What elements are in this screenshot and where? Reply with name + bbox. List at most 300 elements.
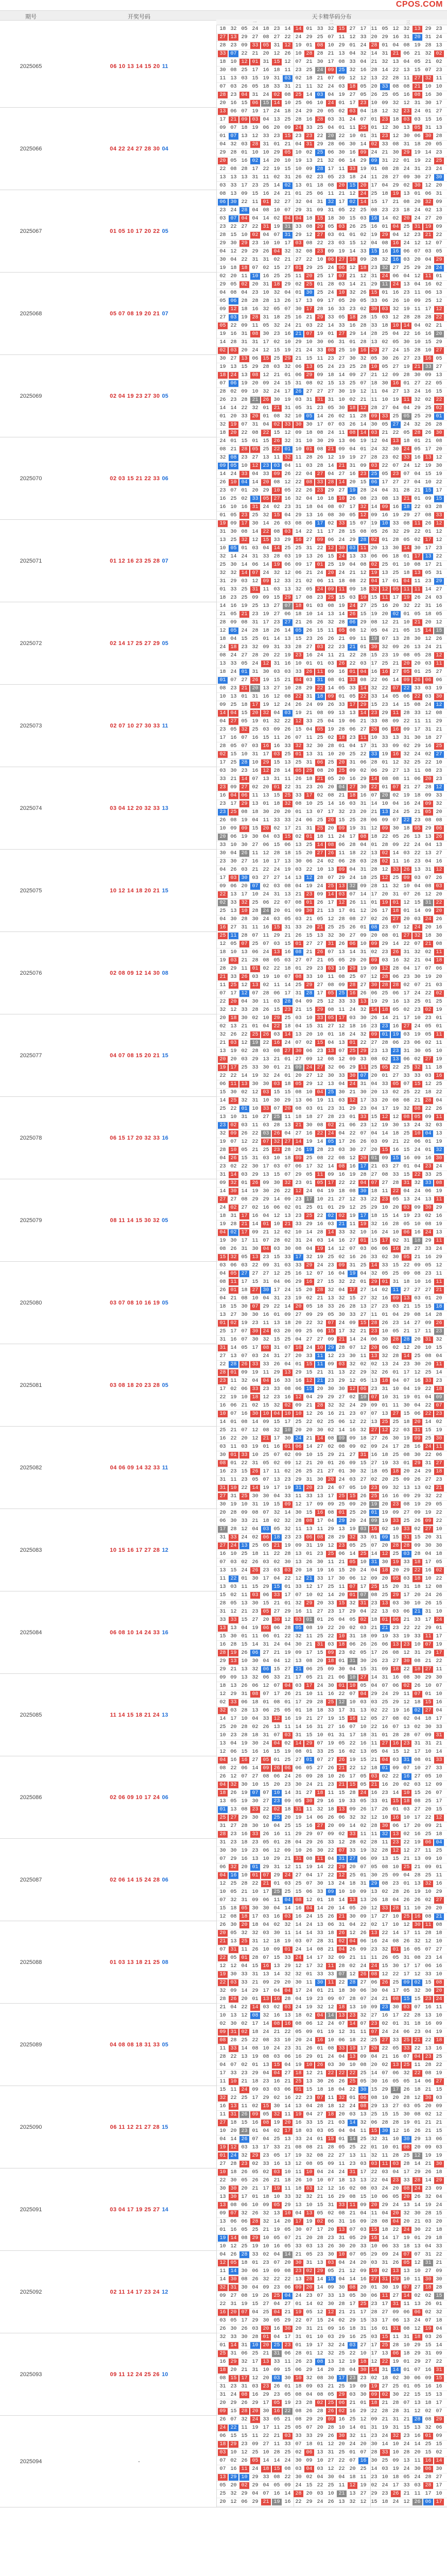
grid-number: 02 xyxy=(412,1707,422,1714)
grid-number: 20 xyxy=(294,1073,303,1079)
grid-number: 01 xyxy=(272,1312,282,1318)
grid-number: 13 xyxy=(261,776,271,783)
grid-number: 11 xyxy=(402,776,411,783)
grid-number: 14 xyxy=(348,1823,357,1829)
grid-number: 01 xyxy=(261,636,271,642)
grid-number: 23 xyxy=(380,1023,390,1030)
grid-number: 24 xyxy=(337,1477,347,1483)
grid-number: 25 xyxy=(434,1172,444,1178)
grid-number: 31 xyxy=(326,397,336,403)
grid-number: 16 xyxy=(380,669,390,675)
grid-number: 07 xyxy=(261,1238,271,1244)
grid-number: 01 xyxy=(380,1073,390,1079)
grid-number: 27 xyxy=(337,1394,347,1401)
grid-number: 06 xyxy=(315,578,325,585)
issue-number: 2025071 xyxy=(0,520,62,602)
grid-number: 19 xyxy=(304,883,314,890)
grid-number: 17 xyxy=(423,1617,433,1623)
grid-number: 22 xyxy=(358,751,368,758)
brand-logo[interactable]: CPOS.COM xyxy=(396,0,443,9)
grid-number: 30 xyxy=(272,1097,282,1104)
grid-number: 30 xyxy=(412,182,422,189)
grid-number: 12 xyxy=(358,273,368,280)
grid-number: 30 xyxy=(337,512,347,519)
grid-number: 22 xyxy=(423,158,433,164)
grid-number: 09 xyxy=(402,1270,411,1277)
grid-number: 18 xyxy=(304,430,314,436)
grid-number: 01 xyxy=(315,1205,325,1211)
grid-number: 15 xyxy=(239,364,249,370)
grid-number: 28 xyxy=(337,916,347,923)
grid-number: 07 xyxy=(391,1724,401,1731)
grid-number: 18 xyxy=(294,603,303,609)
grid-number: 02 xyxy=(326,735,336,741)
grid-number: 12 xyxy=(250,1089,260,1096)
grid-number: 27 xyxy=(218,1196,228,1203)
grid-number: 02 xyxy=(380,1773,390,1780)
grid-number: 14 xyxy=(402,1320,411,1327)
grid-number: 32 xyxy=(326,199,336,206)
grid-number: 18 xyxy=(402,504,411,511)
grid-number: 14 xyxy=(348,1336,357,1343)
grid-number: 01 xyxy=(369,166,379,173)
grid-number: 28 xyxy=(315,306,325,313)
grid-number: 20 xyxy=(380,611,390,618)
grid-number: 16 xyxy=(272,1378,282,1384)
grid-number: 02 xyxy=(434,405,444,412)
grid-number: 17 xyxy=(337,1015,347,1022)
grid-number: 10 xyxy=(283,339,293,346)
grid-number: 21 xyxy=(358,718,368,725)
grid-number: 24 xyxy=(434,1617,444,1623)
grid-number: 33 xyxy=(261,1361,271,1368)
grid-number: 17 xyxy=(380,908,390,914)
grid-number: 19 xyxy=(402,1394,411,1401)
grid-number: 06 xyxy=(391,974,401,980)
grid-number: 13 xyxy=(283,891,293,898)
grid-number: 24 xyxy=(391,809,401,816)
grid-number: 06 xyxy=(358,759,368,766)
grid-number: 25 xyxy=(250,636,260,642)
grid-number: 31 xyxy=(402,1757,411,1764)
grid-line xyxy=(217,1229,447,1237)
grid-number: 15 xyxy=(369,248,379,255)
grid-number: 24 xyxy=(423,702,433,708)
grid-number: 04 xyxy=(218,867,228,873)
grid-number: 03 xyxy=(402,1551,411,1557)
grid-number: 10 xyxy=(434,1048,444,1055)
grid-number: 31 xyxy=(218,1534,228,1541)
grid-number: 04 xyxy=(337,1081,347,1088)
grid-number: 10 xyxy=(315,257,325,263)
grid-number: 03 xyxy=(380,1163,390,1170)
grid-number: 20 xyxy=(348,1518,357,1524)
grid-number: 11 xyxy=(369,388,379,395)
grid-number: 10 xyxy=(369,364,379,370)
grid-number: 18 xyxy=(423,933,433,939)
grid-number: 26 xyxy=(326,413,336,420)
grid-number: 10 xyxy=(304,1691,314,1698)
grid-number: 09 xyxy=(218,125,228,131)
grid-number: 32 xyxy=(239,726,249,733)
grid-number: 04 xyxy=(380,182,390,189)
grid-number: 18 xyxy=(250,1551,260,1557)
grid-number: 31 xyxy=(391,1279,401,1285)
grid-number: 11 xyxy=(294,273,303,280)
grid-number: 19 xyxy=(326,1188,336,1195)
grid-number: 06 xyxy=(239,1699,249,1706)
grid-line xyxy=(217,306,447,314)
grid-number: 08 xyxy=(412,1106,422,1112)
grid-number: 33 xyxy=(283,1254,293,1261)
grid-number: 15 xyxy=(283,166,293,173)
grid-number: 08 xyxy=(412,1798,422,1805)
grid-number: 12 xyxy=(434,652,444,659)
grid-number: 05 xyxy=(337,207,347,214)
grid-number: 23 xyxy=(326,1608,336,1615)
grid-number: 23 xyxy=(434,149,444,156)
grid-number: 06 xyxy=(337,1815,347,1821)
grid-number: 01 xyxy=(369,125,379,131)
grid-number: 02 xyxy=(304,578,314,585)
grid-number: 28 xyxy=(315,166,325,173)
grid-number: 04 xyxy=(391,1378,401,1384)
grid-number: 19 xyxy=(315,1097,325,1104)
grid-number: 13 xyxy=(358,1303,368,1310)
grid-number: 03 xyxy=(272,751,282,758)
grid-number: 12 xyxy=(239,982,249,989)
grid-number: 12 xyxy=(358,628,368,634)
grid-number: 08 xyxy=(402,42,411,49)
grid-number: 24 xyxy=(261,1740,271,1747)
grid-number: 31 xyxy=(369,1732,379,1739)
grid-number: 26 xyxy=(358,1254,368,1261)
grid-number: 25 xyxy=(369,1064,379,1071)
grid-number: 15 xyxy=(304,1386,314,1393)
grid-number: 19 xyxy=(391,191,401,197)
grid-line xyxy=(217,1765,447,1773)
grid-number: 11 xyxy=(412,578,422,585)
grid-number: 10 xyxy=(358,595,368,601)
grid-number: 30 xyxy=(315,743,325,750)
grid-number: 02 xyxy=(326,1213,336,1219)
grid-number: 31 xyxy=(315,199,325,206)
grid-number: 25 xyxy=(315,998,325,1005)
grid-number: 06 xyxy=(261,842,271,849)
grid-number: 20 xyxy=(294,1427,303,1434)
grid-number: 20 xyxy=(294,1303,303,1310)
grid-number: 27 xyxy=(369,1303,379,1310)
blue-ball: 05 xyxy=(162,1300,168,1306)
grid-number: 16 xyxy=(423,331,433,337)
grid-number: 10 xyxy=(434,1691,444,1698)
grid-number: 09 xyxy=(358,149,368,156)
grid-number: 06 xyxy=(229,1262,238,1269)
grid-number: 01 xyxy=(229,1419,238,1426)
grid-number: 26 xyxy=(283,298,293,304)
grid-number: 02 xyxy=(380,850,390,857)
grid-number: 30 xyxy=(423,1205,433,1211)
grid-line xyxy=(217,701,447,709)
grid-number: 23 xyxy=(358,1122,368,1129)
grid-number: 22 xyxy=(412,1172,422,1178)
grid-number: 07 xyxy=(272,1683,282,1689)
grid-number: 28 xyxy=(326,743,336,750)
grid-number: 07 xyxy=(239,1773,249,1780)
grid-line xyxy=(217,1319,447,1328)
grid-number: 31 xyxy=(250,504,260,511)
grid-number: 15 xyxy=(423,487,433,494)
grid-number: 30 xyxy=(348,1147,357,1154)
grid-number: 14 xyxy=(218,603,228,609)
grid-number: 16 xyxy=(391,248,401,255)
grid-number: 25 xyxy=(423,405,433,412)
grid-number: 19 xyxy=(402,1435,411,1442)
grid-number: 08 xyxy=(412,92,422,98)
grid-number: 03 xyxy=(294,1015,303,1022)
grid-number: 04 xyxy=(337,1130,347,1137)
grid-number: 18 xyxy=(380,1567,390,1574)
grid-number: 10 xyxy=(272,1155,282,1162)
grid-number: 33 xyxy=(294,792,303,799)
grid-line xyxy=(217,421,447,429)
grid-number: 31 xyxy=(272,660,282,667)
grid-number: 24 xyxy=(326,265,336,272)
grid-number: 16 xyxy=(229,735,238,741)
grid-number: 25 xyxy=(304,281,314,288)
grid-number: 16 xyxy=(423,743,433,750)
grid-number: 32 xyxy=(402,759,411,766)
grid-number: 33 xyxy=(218,776,228,783)
grid-number: 28 xyxy=(218,1369,228,1376)
subheader-zone-1: 一 xyxy=(216,20,293,25)
grid-number: 25 xyxy=(315,825,325,832)
grid-number: 03 xyxy=(434,1122,444,1129)
table-row xyxy=(0,1674,447,1756)
grid-number: 19 xyxy=(283,1485,293,1492)
grid-number: 20 xyxy=(294,1320,303,1327)
grid-number: 05 xyxy=(380,1468,390,1475)
grid-number: 14 xyxy=(218,405,228,412)
grid-number: 03 xyxy=(229,957,238,964)
grid-number: 18 xyxy=(218,949,228,956)
grid-number: 01 xyxy=(423,1139,433,1145)
grid-number: 07 xyxy=(283,1163,293,1170)
grid-number: 31 xyxy=(239,339,249,346)
grid-number: 22 xyxy=(402,1666,411,1673)
grid-number: 23 xyxy=(315,595,325,601)
grid-number: 12 xyxy=(239,59,249,65)
grid-number: 29 xyxy=(239,801,249,807)
grid-number: 16 xyxy=(294,537,303,544)
grid-number: 24 xyxy=(358,174,368,181)
grid-number: 31 xyxy=(294,990,303,997)
grid-number: 02 xyxy=(261,883,271,890)
grid-number: 16 xyxy=(391,1023,401,1030)
grid-number: 03 xyxy=(294,240,303,247)
grid-number: 09 xyxy=(315,1501,325,1508)
grid-line xyxy=(217,1377,447,1385)
draw-numbers xyxy=(62,1509,216,1591)
grid-number: 25 xyxy=(348,364,357,370)
grid-number: 32 xyxy=(218,421,228,428)
grid-number: 29 xyxy=(358,1048,368,1055)
grid-number: 24 xyxy=(272,108,282,115)
grid-number: 31 xyxy=(272,1262,282,1269)
grid-number: 17 xyxy=(239,520,249,527)
grid-number: 08 xyxy=(358,529,368,535)
table-row xyxy=(0,1097,447,1179)
grid-number: 28 xyxy=(218,743,228,750)
grid-number: 31 xyxy=(229,1213,238,1219)
grid-number: 06 xyxy=(391,990,401,997)
grid-number: 11 xyxy=(304,1806,314,1813)
grid-number: 17 xyxy=(229,1064,238,1071)
grid-number: 15 xyxy=(348,1295,357,1302)
grid-number: 21 xyxy=(369,1625,379,1632)
grid-number: 31 xyxy=(315,677,325,684)
grid-number: 10 xyxy=(434,1608,444,1615)
grid-number: 17 xyxy=(239,182,249,189)
grid-number: 15 xyxy=(369,1238,379,1244)
grid-number: 13 xyxy=(412,570,422,577)
grid-number: 01 xyxy=(239,693,249,700)
grid-number: 25 xyxy=(294,92,303,98)
grid-number: 33 xyxy=(272,83,282,90)
grid-number: 13 xyxy=(337,380,347,387)
grid-number: 26 xyxy=(218,479,228,486)
grid-number: 01 xyxy=(283,1600,293,1607)
grid-number: 27 xyxy=(423,1765,433,1772)
grid-number: 21 xyxy=(369,1163,379,1170)
grid-number: 16 xyxy=(369,215,379,222)
grid-number: 13 xyxy=(239,1081,249,1088)
grid-number: 33 xyxy=(348,1312,357,1318)
grid-number: 07 xyxy=(380,636,390,642)
grid-number: 05 xyxy=(434,1559,444,1566)
grid-number: 06 xyxy=(304,1097,314,1104)
grid-number: 23 xyxy=(358,471,368,478)
grid-number: 25 xyxy=(304,1468,314,1475)
grid-number: 02 xyxy=(326,858,336,865)
grid-number: 07 xyxy=(423,67,433,74)
grid-number: 16 xyxy=(391,1246,401,1252)
grid-line xyxy=(217,1534,447,1542)
grid-number: 17 xyxy=(272,1691,282,1698)
grid-number: 21 xyxy=(326,446,336,453)
grid-number: 23 xyxy=(434,776,444,783)
grid-number: 07 xyxy=(348,1691,357,1698)
grid-number: 28 xyxy=(412,1551,422,1557)
grid-number: 18 xyxy=(402,1419,411,1426)
grid-number: 30 xyxy=(294,1048,303,1055)
grid-number: 32 xyxy=(283,454,293,461)
grid-number: 22 xyxy=(229,1435,238,1442)
grid-number: 31 xyxy=(261,59,271,65)
grid-number: 07 xyxy=(272,1732,282,1739)
grid-number: 05 xyxy=(315,726,325,733)
grid-number: 15 xyxy=(283,1089,293,1096)
grid-line xyxy=(217,858,447,866)
grid-line xyxy=(217,470,447,479)
grid-number: 05 xyxy=(261,1543,271,1549)
grid-line xyxy=(217,1385,447,1394)
grid-number: 32 xyxy=(348,1534,357,1541)
grid-line xyxy=(217,1435,447,1443)
grid-number: 12 xyxy=(434,1262,444,1269)
grid-number: 30 xyxy=(326,1683,336,1689)
grid-number: 21 xyxy=(402,1328,411,1335)
grid-number: 27 xyxy=(402,479,411,486)
grid-line xyxy=(217,495,447,503)
grid-number: 19 xyxy=(348,454,357,461)
grid-number: 06 xyxy=(218,1518,228,1524)
grid-number: 08 xyxy=(348,430,357,436)
grid-number: 15 xyxy=(239,1749,249,1755)
grid-number: 12 xyxy=(272,1716,282,1722)
grid-number: 03 xyxy=(369,1773,379,1780)
grid-number: 31 xyxy=(250,174,260,181)
grid-number: 06 xyxy=(412,133,422,140)
grid-number: 03 xyxy=(412,916,422,923)
grid-number: 15 xyxy=(369,314,379,321)
grid-number: 08 xyxy=(434,1584,444,1590)
grid-number: 30 xyxy=(239,875,249,882)
grid-number: 16 xyxy=(250,306,260,313)
grid-number: 09 xyxy=(326,1650,336,1656)
grid-number: 31 xyxy=(272,1345,282,1351)
grid-number: 11 xyxy=(272,982,282,989)
grid-number: 03 xyxy=(304,323,314,329)
grid-number: 05 xyxy=(315,364,325,370)
grid-number: 01 xyxy=(218,512,228,519)
grid-number: 26 xyxy=(294,1147,303,1154)
grid-number: 03 xyxy=(348,108,357,115)
grid-number: 21 xyxy=(283,933,293,939)
grid-line xyxy=(217,190,447,198)
grid-number: 19 xyxy=(412,1386,422,1393)
grid-number: 08 xyxy=(434,1180,444,1187)
grid-number: 21 xyxy=(315,158,325,164)
grid-number: 23 xyxy=(434,1411,444,1417)
grid-number: 19 xyxy=(304,1139,314,1145)
grid-number: 32 xyxy=(380,265,390,272)
grid-number: 01 xyxy=(294,941,303,947)
grid-number: 15 xyxy=(304,933,314,939)
grid-number: 08 xyxy=(315,1122,325,1129)
grid-number: 10 xyxy=(402,883,411,890)
grid-number: 30 xyxy=(358,1188,368,1195)
grid-number: 11 xyxy=(218,75,228,82)
grid-number: 09 xyxy=(261,1419,271,1426)
grid-number: 32 xyxy=(218,553,228,560)
grid-number: 14 xyxy=(250,1221,260,1228)
grid-number: 14 xyxy=(423,1419,433,1426)
grid-number: 17 xyxy=(239,1213,249,1219)
grid-number: 30 xyxy=(261,1287,271,1294)
grid-number: 28 xyxy=(369,454,379,461)
grid-number: 18 xyxy=(402,438,411,445)
grid-number: 03 xyxy=(326,965,336,972)
grid-number: 10 xyxy=(315,974,325,980)
grid-number: 13 xyxy=(402,125,411,131)
grid-number: 32 xyxy=(250,1674,260,1681)
grid-number: 21 xyxy=(337,1122,347,1129)
grid-number: 16 xyxy=(434,603,444,609)
grid-number: 06 xyxy=(294,1163,303,1170)
grid-number: 30 xyxy=(250,834,260,840)
grid-number: 04 xyxy=(326,471,336,478)
